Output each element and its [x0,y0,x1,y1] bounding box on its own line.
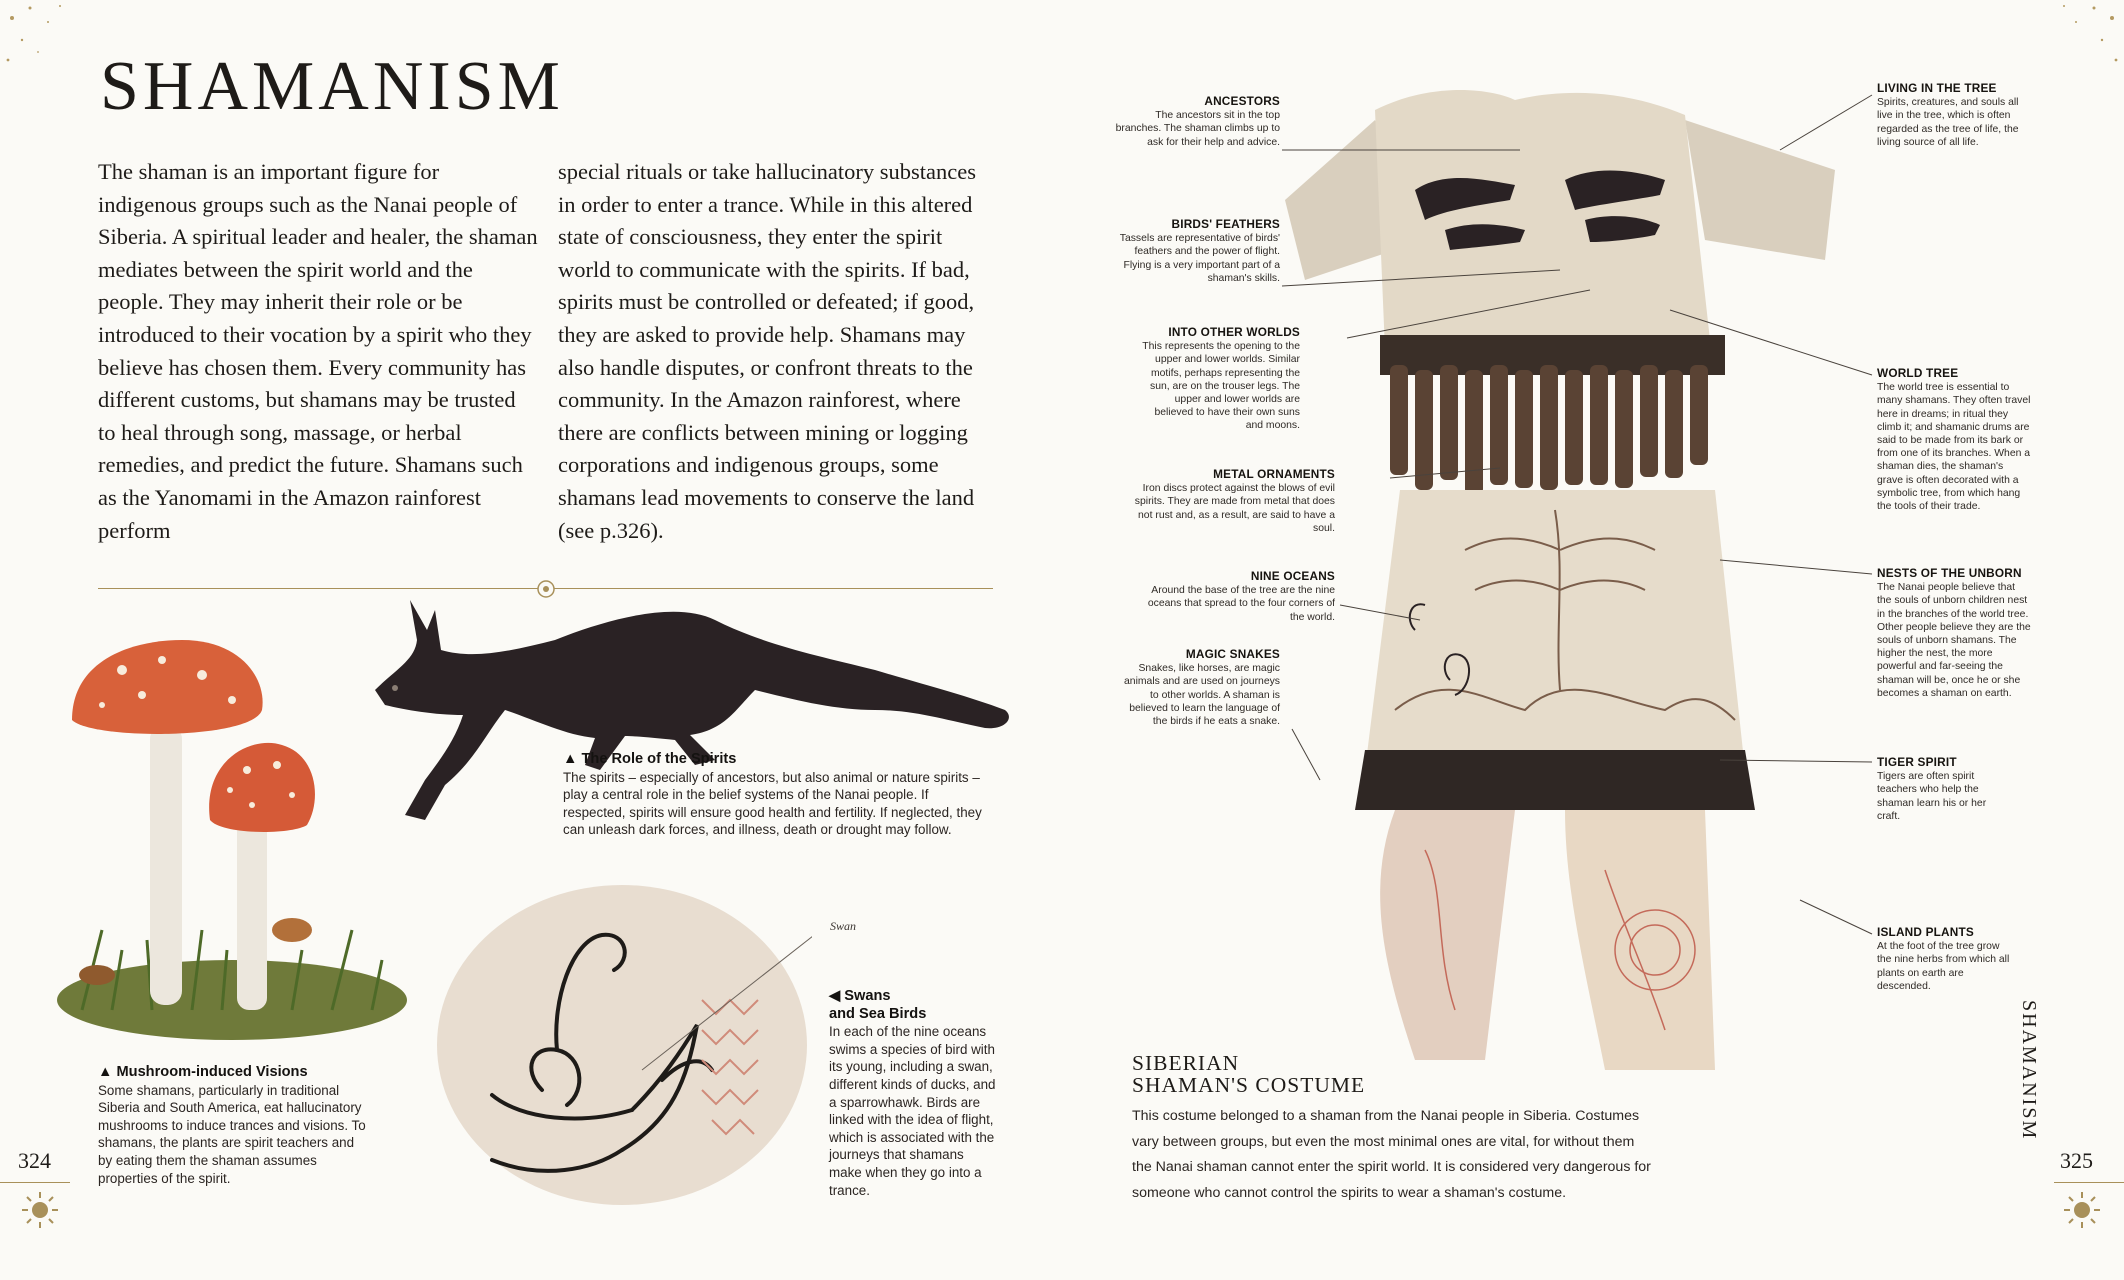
annotation-into-other-worlds [1135,326,1300,433]
annotation-nests-of-the-unborn-text: The Nanai people believe that the souls of unborn children nest in the branches of the world tree. Other people believe they are the souls of unborn shamans. The higher the nest, the more powerful and far-seeing the shaman will be, once he or she becomes a shaman on earth. [1877,582,2031,699]
annotation-living-in-the-tree [1877,82,2027,149]
annotation-birds-feathers-text: Tassels are representative of birds' feathers and the power of flight. Flying is a very important part of a shaman's skills. [1119,233,1280,284]
swan-label: Swan [830,919,857,933]
annotation-world-tree-title: WORLD TREE [1877,366,1959,380]
role-of-spirits-heading: ▲ The Role of the Spirits [563,751,737,767]
annotation-island-plants-title: ISLAND PLANTS [1877,925,1974,939]
annotation-nests-of-the-unborn-title: NESTS OF THE UNBORN [1877,566,2022,580]
annotation-tiger-spirit [1877,756,2007,823]
annotation-tiger-spirit-title: TIGER SPIRIT [1877,755,1957,769]
page-number-left: 324 [18,1148,51,1173]
swans-text: In each of the nine oceans swims a species of bird with its young, including a swan, different kinds of ducks, and a sparrowhawk. Birds are linked with the idea of flight, which is associated with the journeys that shamans make when they go into a trance. [829,1024,996,1198]
mushroom-heading: ▲ Mushroom-induced Visions [98,1064,308,1080]
annotation-island-plants-text: At the foot of the tree grow the nine herbs from which all plants on earth are descended. [1877,941,2010,992]
page-number-right: 325 [2060,1148,2093,1173]
annotation-into-other-worlds-title: INTO OTHER WORLDS [1168,325,1300,339]
costume-title-line-1: SIBERIAN [1132,1051,1240,1075]
annotation-living-in-the-tree-title: LIVING IN THE TREE [1877,81,1997,95]
intro-text-column-2: special rituals or take hallucinatory substances in order to enter a trance. While in this altered state of consciousness, they enter the spirit world to communicate with the spirits. If bad, spirits must be controlled or defeated; if good, they are asked to provide help. Shamans may also handle disputes, or confront threats to the community. In the Amazon rainforest, where there are conflicts between mining or logging corporations and indigenous groups, some shamans lead movements to conserve the land (see p.326). [558,159,976,543]
annotation-ancestors-title: ANCESTORS [1204,94,1280,108]
annotation-metal-ornaments-title: METAL ORNAMENTS [1213,467,1335,481]
annotation-metal-ornaments [1130,468,1335,535]
annotation-living-in-the-tree-text: Spirits, creatures, and souls all live in the tree, which is often regarded as the tree of life, the living source of all life. [1877,97,2019,148]
annotation-world-tree-text: The world tree is essential to many shamans. They often travel here in dreams; in ritual they climb it; and shamanic drums are said to be made from its bark or from one of its branches. When a shaman dies, the shaman's grave is often decorated with a symbolic tree, from which hang the tools of their trade. [1877,382,2031,513]
annotation-nests-of-the-unborn [1877,567,2032,700]
mushroom-text: Some shamans, particularly in traditional Siberia and South America, eat hallucinatory mushrooms to induce trances and visions. To shamans, the plants are spirit teachers and by eating them the shaman assumes properties of the spirit. [98,1082,366,1186]
page-title: SHAMANISM [100,48,564,125]
annotation-birds-feathers-title: BIRDS' FEATHERS [1171,217,1280,231]
annotation-island-plants [1877,926,2012,993]
costume-title [1132,1052,1365,1096]
annotation-ancestors-text: The ancestors sit in the top branches. The shaman climbs up to ask for their help and advice. [1115,110,1280,148]
annotation-magic-snakes [1115,648,1280,728]
annotation-tiger-spirit-text: Tigers are often spirit teachers who help the shaman learn his or her craft. [1877,771,1987,822]
costume-title-line-2: SHAMAN'S COSTUME [1132,1073,1366,1097]
annotation-into-other-worlds-text: This represents the opening to the upper and lower worlds. Similar motifs, perhaps representing the sun, are on the trouser legs. The upper and lower worlds are believed to have their own suns and moons. [1142,341,1300,432]
sun-ornament-icon-right [2062,1190,2102,1230]
annotation-metal-ornaments-text: Iron discs protect against the blows of evil spirits. They are made from metal that does not rust and, as a result, are said to have a soul. [1134,483,1335,534]
annotation-birds-feathers [1115,218,1280,285]
page-number-rule-right [2054,1182,2124,1183]
annotation-nine-oceans-title: NINE OCEANS [1250,569,1335,583]
annotation-ancestors [1115,95,1280,149]
costume-caption: This costume belonged to a shaman from the Nanai people in Siberia. Costumes vary between groups, but even the most minimal ones are vital, for without them the Nanai shaman cannot enter the spirit world. It is considered very dangerous for someone who cannot control the spirits to wear a shaman's costume. [1132,1108,1651,1201]
role-of-spirits-text: The spirits – especially of ancestors, but also animal or nature spirits – play a central role in the belief systems of the Nanai people. If respected, spirits will ensure good health and fertility. If neglected, they can unleash dark forces, and illness, death or drought may follow. [563,769,982,838]
annotation-world-tree [1877,367,2032,513]
intro-text-column-1: The shaman is an important figure for indigenous groups such as the Nanai people of Siberia. A spiritual leader and healer, the shaman mediates between the spirit world and the people. They may inherit their role or be introduced to their vocation by a spirit who they believe has chosen them. Every community has different customs, but shamans may be trusted to heal through song, massage, or herbal remedies, and predict the future. Shamans such as the Yanomami in the Amazon rainforest perform [98,159,538,543]
annotation-magic-snakes-text: Snakes, like horses, are magic animals and are used on journeys to other worlds. A shaman is believed to learn the language of the birds if he eats a snake. [1124,663,1280,728]
annotation-nine-oceans-text: Around the base of the tree are the nine oceans that spread to the four corners of the world. [1147,585,1335,623]
swans-heading-line-1: ◀ Swans [829,988,891,1004]
annotation-nine-oceans [1135,570,1335,624]
annotation-magic-snakes-title: MAGIC SNAKES [1185,647,1280,661]
swans-heading-line-2: and Sea Birds [829,1005,927,1022]
running-head: SHAMANISM [2018,1000,2040,1141]
